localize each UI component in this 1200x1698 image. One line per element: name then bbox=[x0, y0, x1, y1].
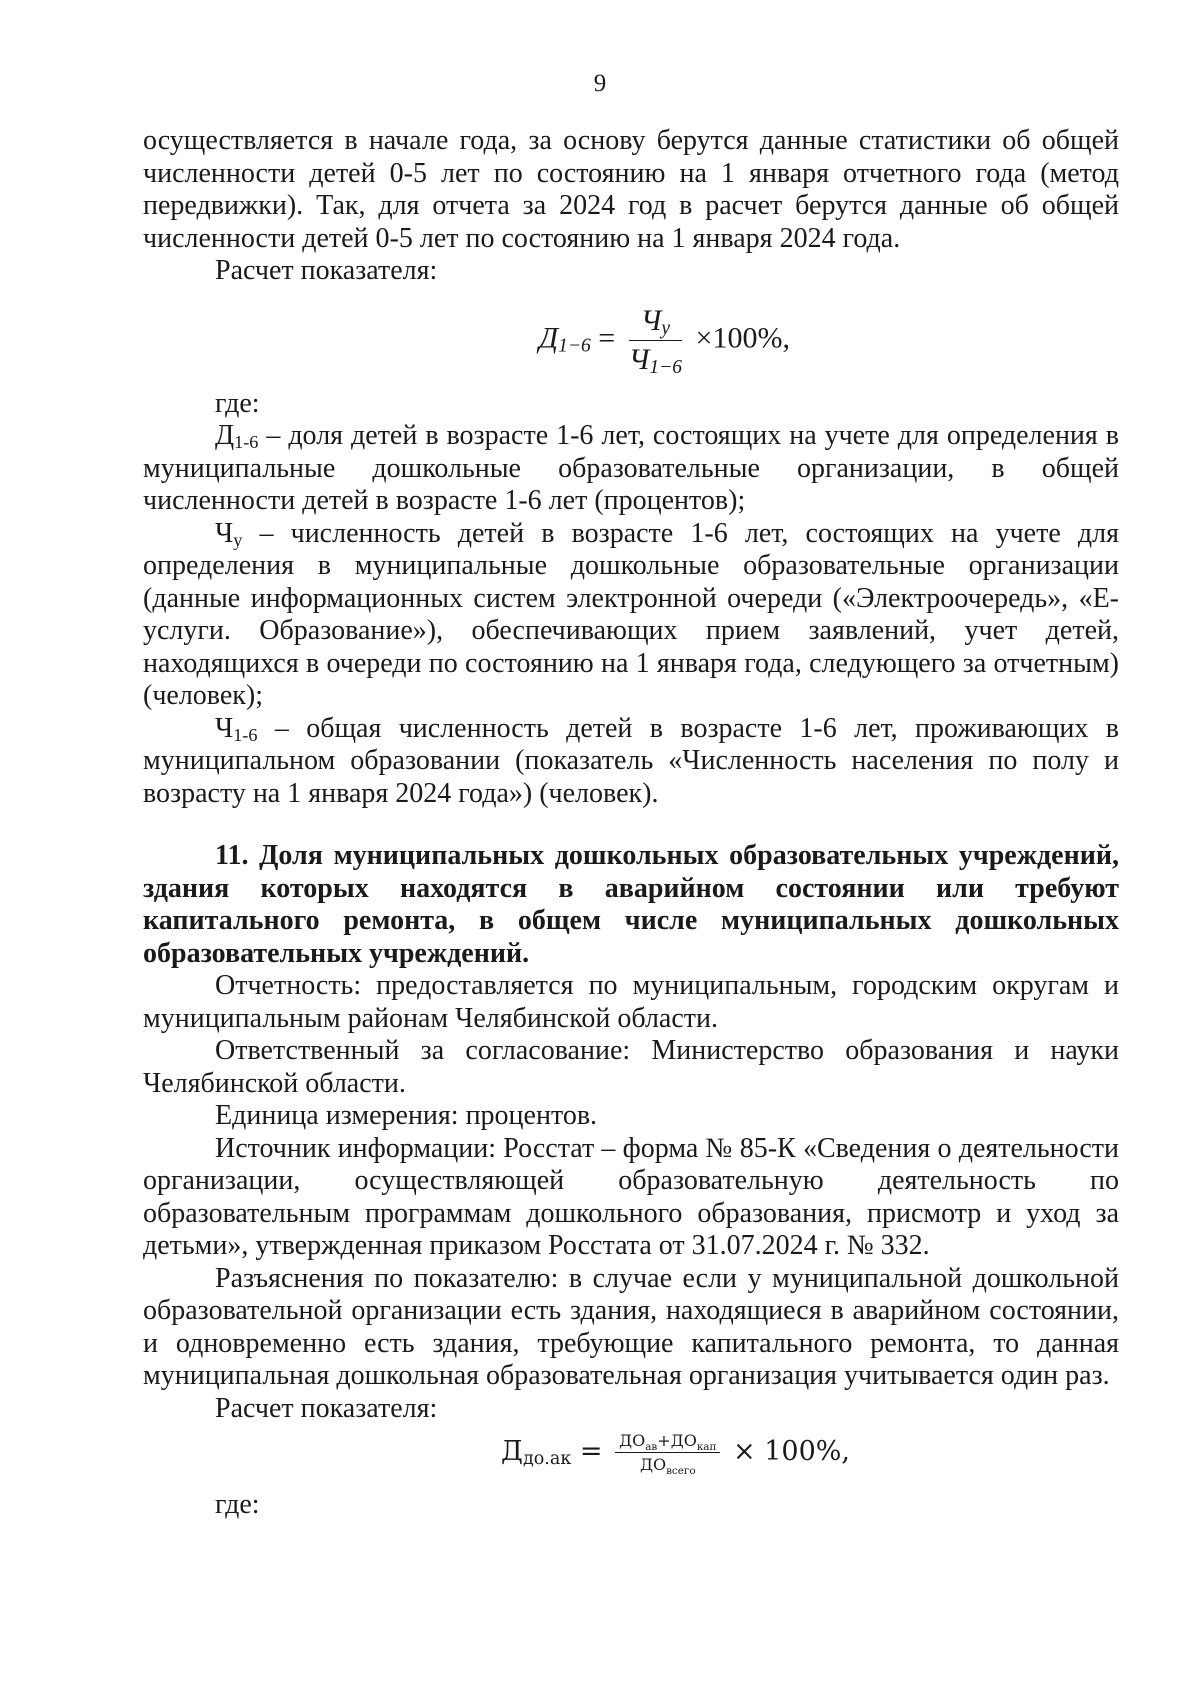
definition-chu-text: – численность детей в возрасте 1-6 лет, состоящих на учете для определения в муниципальные дошкольные образовательные организации (данные информационных систем электронной очереди («Электроочередь», «Е-услуги. Образование»), обеспечивающих прием заявлений, учет детей, находящихся в очереди по состоянию на 1 января года, следующего за отчетным) (человек); bbox=[143, 517, 1119, 711]
explanation-paragraph: Разъяснения по показателю: в случае если у муниципальной дошкольной образовательной организации есть здания, находящиеся в аварийном состоянии, и одновременно есть здания, требующие капитального ремонта, то данная муниципальная дошкольная образовательная организация учитывается один раз. bbox=[143, 1262, 1119, 1391]
formula-1-fraction bbox=[629, 304, 682, 377]
formula-1-num-sub: у bbox=[661, 317, 671, 339]
formula-1-den-sub: 1−6 bbox=[649, 356, 683, 378]
formula-2-tail: × 100%, bbox=[733, 1436, 851, 1467]
formula-1-eq: = bbox=[598, 320, 616, 354]
definition-d16-subscript: 1-6 bbox=[234, 432, 259, 452]
definition-ch16-subscript: 1-6 bbox=[233, 724, 258, 745]
formula-1-tail: ×100% bbox=[695, 320, 783, 354]
page-number: 9 bbox=[593, 70, 607, 97]
definition-d16 bbox=[143, 420, 1119, 518]
formula-2-den-sub: всего bbox=[666, 1465, 696, 1477]
formula-1-lhs-sub: 1−6 bbox=[558, 334, 591, 356]
formula-2-num-b: ДО bbox=[670, 1431, 697, 1450]
definition-d16-text: – доля детей в возрасте 1-6 лет, состоящих на учете для определения в муниципальные дошкольные образовательные организации, в общей численности детей в возрасте 1-6 лет (процентов); bbox=[143, 420, 1119, 516]
definition-chu-subscript: у bbox=[233, 529, 243, 550]
where-label-2: где: bbox=[215, 1489, 260, 1520]
definition-d16-symbol: Д bbox=[215, 420, 235, 451]
definition-chu-symbol: Ч bbox=[215, 517, 234, 549]
responsible-paragraph: Ответственный за согласование: Министерство образования и науки Челябинской области. bbox=[143, 1035, 1119, 1099]
formula-2-num-b-sub: кап bbox=[696, 1441, 717, 1453]
definition-ch16-symbol: Ч bbox=[215, 712, 234, 744]
paragraph-continuation: осуществляется в начале года, за основу берутся данные статистики об общей численности детей 0-5 лет по состоянию на 1 января отчетного года (метод передвижки). Так, для отчета за 2024 год в расчет берутся данные об общей численности детей 0-5 лет по состоянию на 1 января 2024 года. bbox=[143, 125, 1119, 254]
formula-2-num-a-sub: ав bbox=[645, 1441, 658, 1453]
formula-2-eq: = bbox=[579, 1436, 603, 1467]
formula-1 bbox=[143, 288, 1119, 388]
formula-2-num-a: ДО bbox=[619, 1431, 646, 1450]
reporting-paragraph: Отчетность: предоставляется по муниципальным, городским округам и муниципальным районам Челябинской области. bbox=[143, 970, 1119, 1034]
calc-label-1: Расчет показателя: bbox=[215, 255, 438, 286]
unit-paragraph: Единица измерения: процентов. bbox=[215, 1100, 598, 1131]
definition-ch16 bbox=[143, 713, 1119, 811]
source-paragraph: Источник информации: Росстат – форма № 85-К «Сведения о деятельности организации, осуществляющей образовательную деятельность по образовательным программам дошкольного образования, присмотр и уход за детьми», утвержденная приказом Росстата от 31.07.2024 г. № 332. bbox=[143, 1132, 1119, 1261]
calc-label-2: Расчет показателя: bbox=[215, 1392, 438, 1424]
formula-2-lhs: Д bbox=[501, 1436, 523, 1467]
formula-2-plus: + bbox=[657, 1431, 671, 1450]
formula-2-lhs-sub: до.ак bbox=[522, 1449, 572, 1469]
formula-2 bbox=[143, 1425, 1119, 1489]
page-content bbox=[143, 125, 1119, 1522]
formula-1-lhs: Д bbox=[539, 320, 559, 354]
formula-2-fraction bbox=[615, 1431, 720, 1477]
formula-1-den: Ч bbox=[628, 342, 650, 376]
formula-1-end: , bbox=[782, 320, 790, 354]
definition-ch16-text: – общая численность детей в возрасте 1-6 лет, проживающих в муниципальном образовании (показатель «Численность населения по полу и возрасту на 1 января 2024 года») (человек). bbox=[143, 712, 1119, 809]
definition-chu bbox=[143, 518, 1119, 713]
where-label-1: где: bbox=[215, 387, 260, 419]
formula-2-den: ДО bbox=[639, 1455, 667, 1474]
formula-1-num: Ч bbox=[640, 303, 662, 337]
section-11-heading: 11. Доля муниципальных дошкольных образовательных учреждений, здания которых находятся в аварийном состоянии или требуют капитального ремонта, в общем числе муниципальных дошкольных образовательных учреждений. bbox=[143, 840, 1119, 969]
